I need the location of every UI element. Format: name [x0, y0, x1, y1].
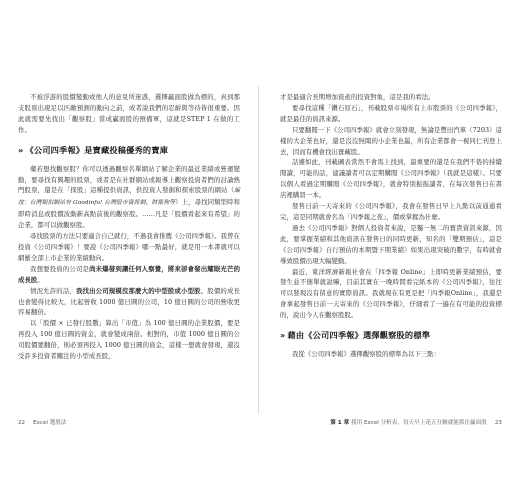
page-gutter: [258, 86, 259, 414]
right-paragraph-8: 我從《公司四季報》選擇觀察股的標準為以下三點：: [292, 350, 441, 359]
right-page: [280, 92, 502, 426]
left-paragraph-2: [18, 164, 240, 231]
left-p2-text-b: ）上，尋找同類型時和即時消息或股價波動新高點前後的觀察股。……凡是「股價看起來有希望」的企業，都可以做觀察股。: [18, 198, 240, 230]
double-chevron-icon: »: [280, 330, 286, 341]
right-paragraph-1: 才是最適合長期增加資產的投資對象，這是我的看法。: [280, 93, 435, 101]
left-p2-editor-note: 編按：台灣類似網站有 Goodinfo! 台灣股市資訊網、財報狗等: [18, 188, 240, 207]
left-paragraph-3: 尋找股票的方法只要適合自己就行，不過我會推薦《公司四季報》。我曾在投資《公司四季報》！要說《公司四季報》哪一點最好，就是用一本書就可以網羅全部上市企業的業績動向。: [18, 232, 240, 262]
left-paragraph-5: [18, 286, 240, 319]
left-p5-text-b: 。股價的成長也會變得比較大，比起營收 1000 億日圓的公司，10 億日圓的公司的營收更容易翻倍。: [18, 286, 240, 317]
right-heading-text: 藉由《公司四季報》選擇觀察股的標準: [287, 330, 431, 341]
left-page-number: 22: [18, 420, 26, 426]
left-p4-highlight: 尚未爆發到讓任何人察覺，將來卻會發出耀眼光芒的成長股: [18, 264, 241, 284]
right-paragraph-4: 話雖如此，刊載圖表當然不會馬上找到，最重要的還是在我們不倦的持續閱讀，可能的話，建議讀者可以定期購閱《公司四季報》（我就是這樣）。只要以個人看過定期購閱《公司四季報》，就會特別振振讀者，在每次發售日在書店裡購買一本。: [280, 158, 502, 200]
left-paragraph-1: 不被浮游的股價變動或他人的意見所迷惑，選擇贏面股做為標的，真到那支股票出現足以匹敵預測的動向之前，或者說我們的忍耐與等待皆很重要。因此就需要先找出「觀察股」當成贏面股的預備軍，這就是STEP 1 在做的工作。: [18, 93, 240, 134]
left-section-heading: [18, 145, 240, 156]
left-paragraph-6: 以「股價 × 已發行股數」算出「市值」為 100 億日圓的企業股價，要是再投入 100 億日圓的資金，就會變成兩倍。相對的，市值 1000 億日圓的公司股價要翻倍，則必須再投入 1000 億日圓的資金，這樣一想就會發現，還沒受許多投資者關注的小型成長股，: [18, 319, 240, 361]
left-p4-text-a: 我想要投資的公司是: [30, 264, 90, 273]
right-footer: [330, 418, 502, 426]
left-p5-highlight: 我找出公司規模沒那麼大的中型股或小型股: [75, 286, 201, 295]
left-footer: [18, 418, 67, 426]
right-section-heading: [280, 330, 502, 341]
left-page: [18, 92, 241, 426]
left-heading-text: 《公司四季報》是寶藏投稿優秀的寶庫: [25, 144, 169, 155]
right-paragraph-6: 過去《公司四季報》對個人投資者來說，是獨一無二的寶貴資訊來源，因此，要掌握業績和其他資訊在發售日的同時更新，知名的「雙期預估」，這是《公司四季報》自行預估的本期暨下期業績）如果出現突破的數字，有時就會導致股價出現大幅變動。: [280, 223, 502, 265]
right-paragraph-2: 要尋找這種「鑽石原石」，刊載股票市場所有上市股票的《公司四季報》，就是最佳的資訊來源。: [280, 103, 502, 123]
left-p5-text-a: 情況允許的話，: [30, 286, 76, 295]
left-footer-title: Excel 選股法: [33, 420, 67, 426]
right-paragraph-7: 最近，東洋經濟新報社會在「四季報 Online」上即時更新業績預估，要發生並不簡單就說嘛，目前其實在一晚時間看完紙本的《公司四季報》，往往可以發現沒有留意的實際資訊。我就現在有更是把「四季報Online」，我還是會拿起發售日前一天寄來的《公司四季報》，仔細看了一遍在有可能的投資標的，說出今人在觀察股股。: [280, 267, 502, 320]
book-spread: [18, 92, 502, 426]
left-p2-text-a: 藥若想找觀察股？你可以透過觀察名單網站了解企業的最近業績或營運變動，要尋找有興趣的股票，或者是在社群網站或報導上觀察投資者們的討論熱門股票，還是在「探股」這種提供資訊，供投資人發掘和探索股票的網站（: [18, 164, 240, 195]
right-footer-title: 我用 Excel 分析表，每天早上花五分鐘就能抓住贏面股: [351, 420, 487, 426]
right-paragraph-3: 只要翻閱一下《公司四季報》就會立刻發現，無論是豐田汽車（7203）這樣的大企業也好，還是沒沒無聞的小企業也罷，所有企業都會一視同仁刊登上去，因而有機會找出寶藏股。: [280, 125, 502, 156]
right-paragraph-5: 發售日前一天寄來的《公司四季報》，我會在發售日早上九點以前通通看完，這是同期就會名為「四季報之夜」，價或掌握為什麼。: [280, 202, 502, 221]
left-paragraph-4: [18, 264, 240, 286]
left-p4-text-b: 。: [37, 275, 44, 284]
right-page-number: 23: [494, 420, 502, 426]
double-chevron-icon: »: [18, 144, 24, 155]
right-footer-chapter: 第 1 章: [330, 420, 350, 426]
